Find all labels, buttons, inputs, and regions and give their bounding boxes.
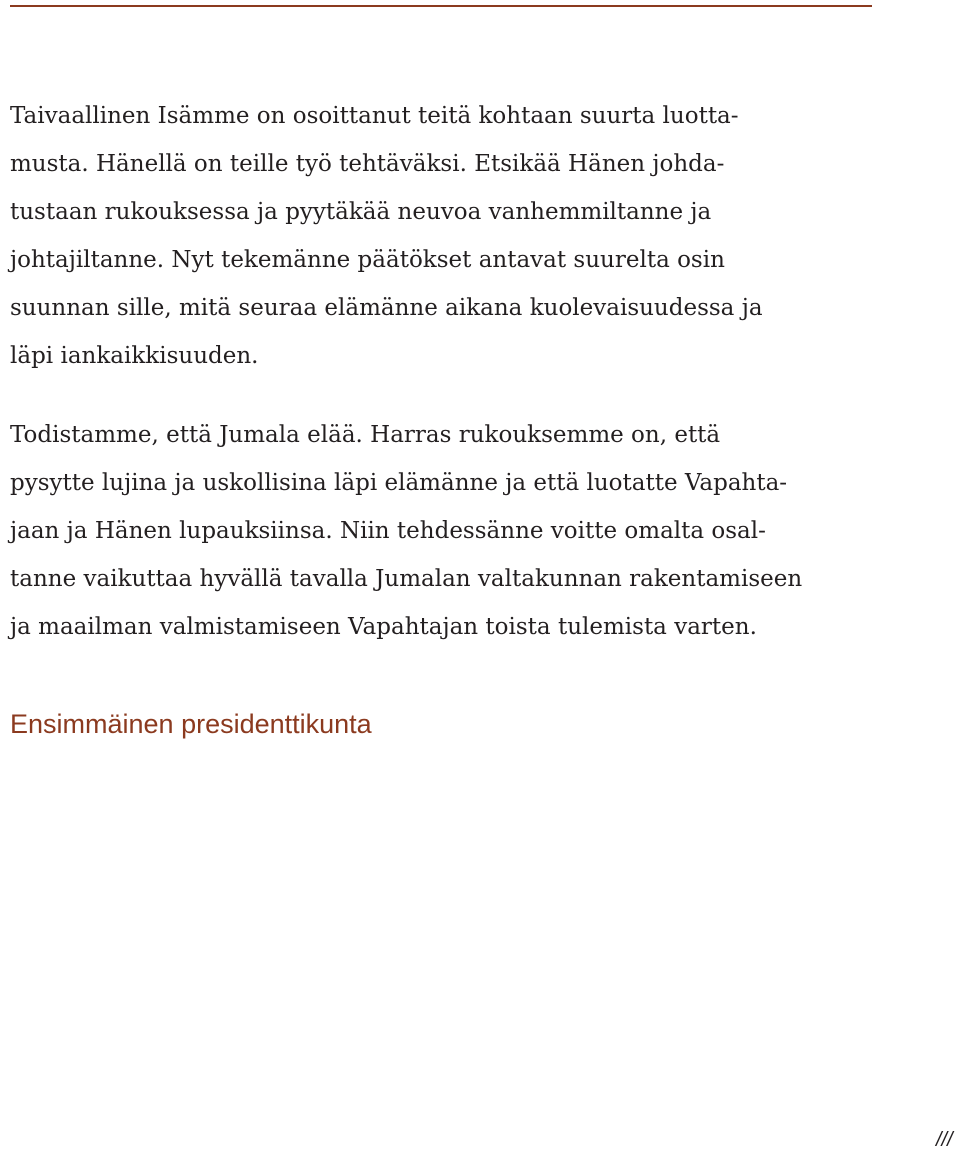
- top-rule: [10, 5, 872, 7]
- paragraph-spacer: [10, 380, 890, 411]
- text-line: jaan ja Hänen lupauksiinsa. Niin tehdessänne voitte omalta osal-: [10, 518, 766, 544]
- paragraph-1: [10, 92, 890, 380]
- letter-body: [10, 92, 890, 651]
- text-line: pysytte lujina ja uskollisina läpi elämänne ja että luotatte Vapahta-: [10, 470, 788, 496]
- text-line: ja maailman valmistamiseen Vapahtajan toista tulemista varten.: [10, 614, 757, 640]
- text-line: musta. Hänellä on teille työ tehtäväksi. Etsikää Hänen johda-: [10, 151, 725, 177]
- paragraph-2: [10, 411, 890, 651]
- page-mark: ///: [936, 1129, 953, 1151]
- text-line: tanne vaikuttaa hyvällä tavalla Jumalan valtakunnan rakentamiseen: [10, 566, 803, 592]
- text-line: tustaan rukouksessa ja pyytäkää neuvoa vanhemmiltanne ja: [10, 199, 712, 225]
- text-line: läpi iankaikkisuuden.: [10, 343, 259, 369]
- text-line: Todistamme, että Jumala elää. Harras rukouksemme on, että: [10, 422, 721, 448]
- text-line: johtajiltanne. Nyt tekemänne päätökset antavat suurelta osin: [10, 247, 725, 273]
- text-line: Taivaallinen Isämme on osoittanut teitä kohtaan suurta luotta-: [10, 103, 739, 129]
- text-line: suunnan sille, mitä seuraa elämänne aikana kuolevaisuudessa ja: [10, 295, 763, 321]
- signature: Ensimmäinen presidenttikunta: [10, 709, 372, 739]
